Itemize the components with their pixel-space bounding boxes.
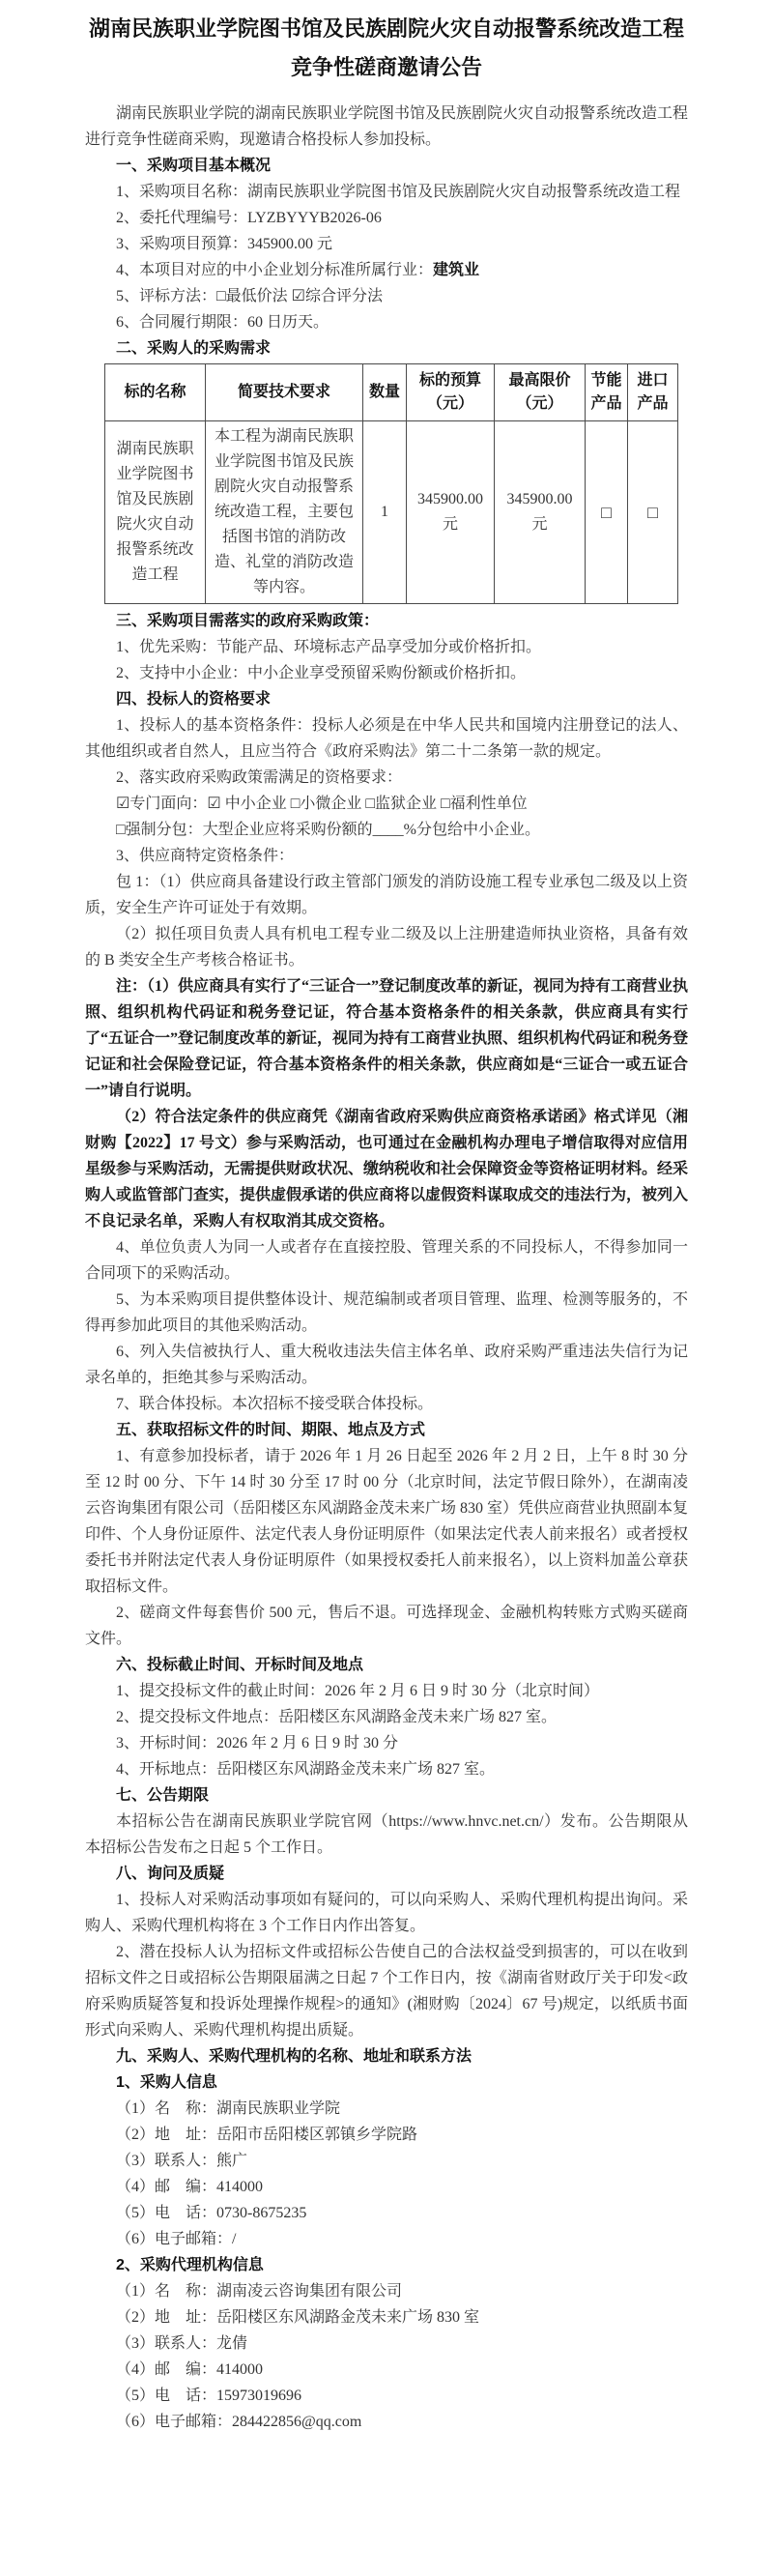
section-5-document-acquisition (85, 1417, 688, 1652)
industry-item (85, 257, 688, 283)
col-header-max-price: 最高限价（元） (495, 364, 586, 421)
agency-info-heading: 2、采购代理机构信息 (116, 2257, 264, 2273)
intro-paragraph: 湖南民族职业学院的湖南民族职业学院图书馆及民族剧院火灾自动报警系统改造工程进行竞争性磋商采购，现邀请合格投标人参加投标。 (85, 105, 689, 148)
acquisition-time-place-item: 1、有意参加投标者，请于 2026 年 1 月 26 日起至 2026 年 2 月 2 日，上午 8 时 30 分至 12 时 00 分、下午 14 时 30 分至 17 时 00 分（北京时间，法定节假日除外），在湖南凌云咨询集团有限公司（岳阳楼区东风湖路金茂未来广场 830 室）凭供应商营业执照副本复印件、个人身份证原件、法定代表人身份证明原件（如果法定代表人前来报名）或者授权委托书并附法定代表人身份证明原件（如果授权委托人前来报名），以上资料加盖公章获取招标文件。 (85, 1448, 689, 1595)
cell-budget: 345900.00 元 (407, 421, 495, 604)
table-row (105, 421, 678, 604)
cell-tech-spec: 本工程为湖南民族职业学院图书馆及民族剧院火灾自动报警系统改造工程，主要包括图书馆的消防改造、礼堂的消防改造等内容。 (206, 421, 363, 604)
buyer-contact: （3）联系人：熊广 (116, 2153, 248, 2169)
agency-name: （1）名 称：湖南凌云咨询集团有限公司 (116, 2283, 403, 2300)
buyer-info-heading: 1、采购人信息 (116, 2074, 217, 2091)
col-header-quantity: 数量 (363, 364, 407, 421)
industry-label: 4、本项目对应的中小企业划分标准所属行业： (116, 262, 434, 278)
bid-submission-place-item: 2、提交投标文件地点：岳阳楼区东风湖路金茂未来广场 827 室。 (116, 1709, 558, 1725)
section-7-announcement-period (85, 1782, 688, 1861)
section-3-heading: 三、采购项目需落实的政府采购政策： (116, 613, 380, 629)
consortium-bid-item: 7、联合体投标。本次招标不接受联合体投标。 (116, 1396, 434, 1412)
section-9-heading: 九、采购人、采购代理机构的名称、地址和联系方法 (116, 2048, 472, 2065)
imported-checkbox: □ (628, 421, 678, 604)
priority-procurement-item: 1、优先采购：节能产品、环境标志产品享受加分或价格折扣。 (116, 639, 542, 655)
agency-zip: （4）邮 编：414000 (116, 2361, 264, 2378)
same-person-restriction-item: 4、单位负责人为同一人或者存在直接控股、管理关系的不同投标人，不得参加同一合同项下的采购活动。 (85, 1239, 688, 1282)
energy-saving-checkbox: □ (586, 421, 628, 604)
sme-support-item: 2、支持中小企业：中小企业享受预留采购份额或价格折扣。 (116, 665, 527, 681)
project-name-item: 1、采购项目名称：湖南民族职业学院图书馆及民族剧院火灾自动报警系统改造工程 (116, 184, 681, 200)
page-title-line2: 竞争性磋商邀请公告 (290, 55, 482, 79)
buyer-address: （2）地 址：岳阳市岳阳楼区郭镇乡学院路 (116, 2127, 418, 2143)
document-price-item: 2、磋商文件每套售价 500 元，售后不退。可选择现金、金融机构转账方式购买磋商文件。 (85, 1605, 688, 1647)
section-2-heading: 二、采购人的采购需求 (116, 340, 272, 357)
agency-email: （6）电子邮箱：284422856@qq.com (116, 2414, 362, 2430)
buyer-zip: （4）邮 编：414000 (116, 2179, 264, 2195)
bid-deadline-item: 1、提交投标文件的截止时间：2026 年 2 月 6 日 9 时 30 分（北京时间） (116, 1683, 600, 1699)
contract-period-item: 6、合同履行期限：60 日历天。 (116, 314, 329, 331)
procurement-demand-table (104, 363, 678, 604)
table-header-row (105, 364, 678, 421)
dishonest-list-restriction-item: 6、列入失信被执行人、重大税收违法失信主体名单、政府采购严重违法失信行为记录名单的，拒绝其参与采购活动。 (85, 1344, 688, 1386)
section-8-inquiry (85, 1861, 688, 2043)
section-7-heading: 七、公告期限 (116, 1787, 210, 1804)
project-budget-item: 3、采购项目预算：345900.00 元 (116, 236, 333, 252)
design-service-restriction-item: 5、为本采购项目提供整体设计、规范编制或者项目管理、监理、检测等服务的，不得再参加此项目的其他采购活动。 (85, 1291, 688, 1334)
page-title-line1: 湖南民族职业学院图书馆及民族剧院火灾自动报警系统改造工程 (88, 16, 684, 41)
col-header-energy-saving: 节能产品 (586, 364, 628, 421)
section-1-heading: 一、采购项目基本概况 (116, 158, 272, 174)
package-1-requirement: 包 1：（1）供应商具备建设行政主管部门颁发的消防设施工程专业承包二级及以上资质，安全生产许可证处于有效期。 (85, 874, 688, 916)
cell-subject-name: 湖南民族职业学院图书馆及民族剧院火灾自动报警系统改造工程 (105, 421, 206, 604)
basic-qualification-item: 1、投标人的基本资格条件：投标人必须是在中华人民共和国境内注册登记的法人、其他组织或者自然人，且应当符合《政府采购法》第二十二条第一款的规定。 (85, 717, 688, 760)
project-manager-requirement: （2）拟任项目负责人具有机电工程专业二级及以上注册建造师执业资格，具备有效的 B 类安全生产考核合格证书。 (85, 926, 688, 969)
section-4-qualifications (85, 686, 688, 1417)
inquiry-item: 1、投标人对采购活动事项如有疑问的，可以向采购人、采购代理机构提出询问。采购人、采购代理机构将在 3 个工作日内作出答复。 (85, 1892, 688, 1934)
col-header-tech-spec: 简要技术要求 (206, 364, 363, 421)
industry-value: 建筑业 (433, 262, 480, 278)
section-2-demand (85, 335, 688, 604)
section-6-bid-opening (85, 1652, 688, 1782)
section-8-heading: 八、询问及质疑 (116, 1866, 225, 1882)
buyer-name: （1）名 称：湖南民族职业学院 (116, 2100, 341, 2117)
forced-subcontract-checkbox-line: □强制分包：大型企业应将采购份额的____%分包给中小企业。 (116, 822, 540, 838)
dedicated-to-checkbox-line: ☑专门面向：☑ 中小企业 □小微企业 □监狱企业 □福利性单位 (116, 796, 528, 812)
announcement-period-body: 本招标公告在湖南民族职业学院官网（https://www.hnvc.net.cn/）发布。公告期限从本招标公告发布之日起 5 个工作日。 (85, 1813, 688, 1856)
policy-qualification-item: 2、落实政府采购政策需满足的资格要求： (116, 769, 403, 786)
section-9-contacts (85, 2043, 688, 2435)
opening-place-item: 4、开标地点：岳阳楼区东风湖路金茂未来广场 827 室。 (116, 1761, 496, 1778)
specific-qualification-item: 3、供应商特定资格条件： (116, 848, 295, 864)
buyer-phone: （5）电 话：0730-8675235 (116, 2205, 307, 2221)
col-header-subject-name: 标的名称 (105, 364, 206, 421)
objection-item: 2、潜在投标人认为招标文件或招标公告使自己的合法权益受到损害的，可以在收到招标文件之日或招标公告期限届满之日起 7 个工作日内，按《湖南省财政厅关于印发<政府采购质疑答复和投诉处理操作规程>的通知》(湘财购〔2024〕67 号)规定，以纸质书面形式向采购人、采购代理机构提出质疑。 (85, 1944, 688, 2039)
section-1-overview (85, 153, 688, 335)
section-4-heading: 四、投标人的资格要求 (116, 691, 272, 708)
section-5-heading: 五、获取招标文件的时间、期限、地点及方式 (116, 1422, 426, 1438)
agency-contact: （3）联系人：龙倩 (116, 2335, 248, 2352)
agency-code-item: 2、委托代理编号：LYZBYYYB2026-06 (116, 210, 382, 226)
cell-quantity: 1 (363, 421, 407, 604)
col-header-budget: 标的预算（元） (407, 364, 495, 421)
agency-phone: （5）电 话：15973019696 (116, 2388, 302, 2404)
buyer-email: （6）电子邮箱：/ (116, 2231, 237, 2247)
opening-time-item: 3、开标时间：2026 年 2 月 6 日 9 时 30 分 (116, 1735, 399, 1751)
section-6-heading: 六、投标截止时间、开标时间及地点 (116, 1657, 364, 1673)
section-3-policies (85, 608, 688, 686)
note-paragraph-1: 注：（1）供应商具有实行了“三证合一”登记制度改革的新证，视同为持有工商营业执照、组织机构代码证和税务登记证，符合基本资格条件的相关条款，供应商具有实行了“五证合一”登记制度改革的新证，视同为持有工商营业执照、组织机构代码证和税务登记证和社会保险登记证，符合基本资格条件的相关条款，供应商如是“三证合一或五证合一”请自行说明。 (85, 978, 689, 1099)
evaluation-method-item: 5、评标方法：□最低价法 ☑综合评分法 (116, 288, 384, 304)
note-paragraph-2: （2）符合法定条件的供应商凭《湖南省政府采购供应商资格承诺函》格式详见（湘财购【2022】17 号文）参与采购活动，也可通过在金融机构办理电子增信取得对应信用星级参与采购活动，无需提供财政状况、缴纳税收和社会保障资金等资格证明材料。经采购人或监管部门查实，提供虚假承诺的供应商将以虚假资料谋取成交的违法行为，被列入不良记录名单，采购人有权取消其成交资格。 (85, 1109, 689, 1230)
col-header-imported: 进口产品 (628, 364, 678, 421)
agency-address: （2）地 址：岳阳楼区东风湖路金茂未来广场 830 室 (116, 2309, 480, 2326)
page-title (85, 10, 688, 87)
cell-max-price: 345900.00 元 (495, 421, 586, 604)
